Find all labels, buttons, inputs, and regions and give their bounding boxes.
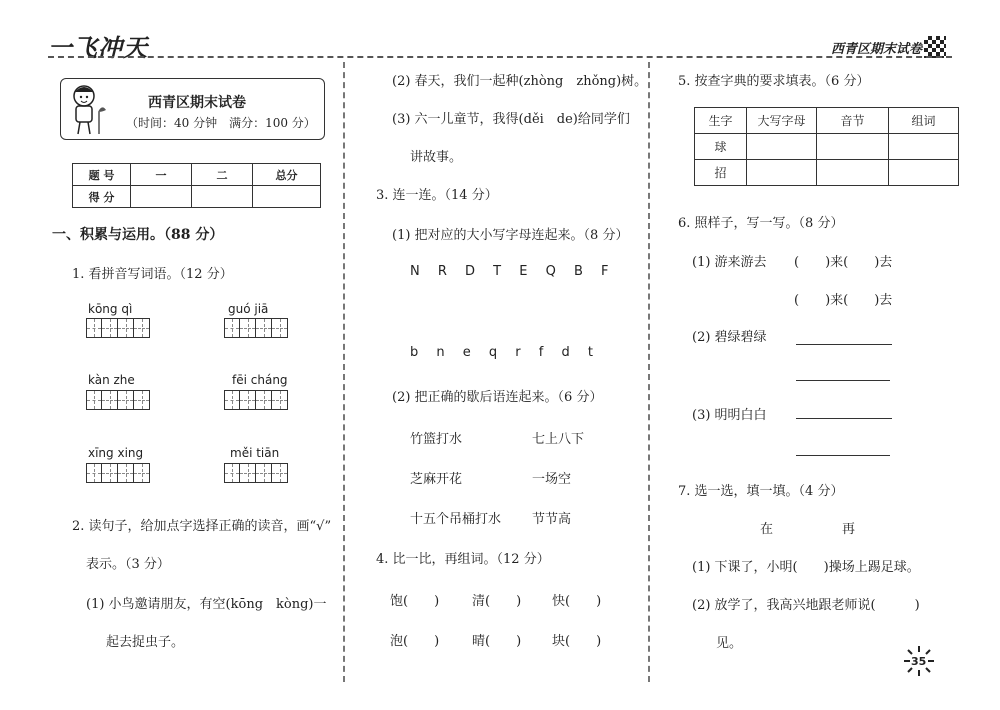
boy-icon — [66, 82, 110, 136]
word-compare-item[interactable]: 泡( ) — [390, 634, 440, 649]
word-compare-item[interactable]: 块( ) — [552, 634, 602, 649]
q6-blank-2[interactable]: ( )来( )去 — [794, 293, 893, 308]
answer-line[interactable] — [796, 455, 890, 456]
writing-grid[interactable] — [86, 390, 150, 410]
dict-answer-cell[interactable] — [889, 134, 959, 160]
q2-sentence-3: (3) 六一儿童节，我得(děi de)给同学们 — [392, 112, 630, 127]
pinyin-label: kōng qì — [88, 302, 133, 316]
dict-char-cell: 招 — [695, 160, 747, 186]
idiom-left-2[interactable]: 芝麻开花 — [410, 472, 463, 487]
q7-title: 7. 选一选，填一填。（4 分） — [678, 484, 844, 499]
q6-blank-1[interactable]: ( )来( )去 — [794, 255, 893, 270]
score-label-cell: 得 分 — [73, 186, 131, 208]
section1-heading: 一、积累与运用。（88 分） — [52, 227, 224, 243]
q7-sentence-2[interactable]: (2) 放学了，我高兴地跟老师说( ) — [692, 598, 920, 613]
idiom-left-1[interactable]: 竹篮打水 — [410, 432, 463, 447]
answer-line[interactable] — [796, 344, 892, 345]
q6-title: 6. 照样子，写一写。（8 分） — [678, 216, 844, 231]
word-compare-item[interactable]: 快( ) — [552, 594, 602, 609]
score-header-cell: 总分 — [253, 164, 321, 186]
uppercase-letters: N R D T E Q B F — [410, 264, 609, 279]
dict-header-cell: 组词 — [889, 108, 959, 134]
writing-grid[interactable] — [224, 390, 288, 410]
idiom-left-3[interactable]: 十五个吊桶打水 — [410, 512, 502, 527]
q1-title: 1. 看拼音写词语。（12 分） — [72, 267, 233, 282]
word-compare-item[interactable]: 饱( ) — [390, 594, 440, 609]
score-input-cell[interactable] — [253, 186, 321, 208]
dictionary-table — [694, 107, 959, 186]
q7-sentence-1[interactable]: (1) 下课了，小明( )操场上踢足球。 — [692, 560, 920, 575]
q6-part1: (1) 游来游去 — [692, 255, 767, 270]
q2-sentence-3-cont: 讲故事。 — [410, 150, 463, 165]
q3-part2: (2) 把正确的歇后语连起来。（6 分） — [392, 390, 603, 405]
idiom-right-1[interactable]: 七上八下 — [532, 432, 585, 447]
q3-title: 3. 连一连。（14 分） — [376, 188, 498, 203]
header-title: 西青区期末试卷 — [830, 42, 922, 57]
dict-answer-cell[interactable] — [817, 160, 889, 186]
writing-grid[interactable] — [224, 463, 288, 483]
score-header-cell: 题 号 — [73, 164, 131, 186]
writing-grid[interactable] — [224, 318, 288, 338]
dict-answer-cell[interactable] — [747, 134, 817, 160]
pinyin-label: guó jiā — [228, 302, 269, 316]
dict-answer-cell[interactable] — [747, 160, 817, 186]
checker-decoration — [924, 36, 946, 58]
dict-header-cell: 大写字母 — [747, 108, 817, 134]
score-table — [72, 163, 321, 208]
q6-part2: (2) 碧绿碧绿 — [692, 330, 767, 345]
pinyin-label: fēi cháng — [232, 373, 288, 387]
dict-char-cell: 球 — [695, 134, 747, 160]
series-logo: 一飞冲天 — [48, 34, 148, 62]
score-input-cell[interactable] — [192, 186, 253, 208]
q3-part1: (1) 把对应的大小写字母连起来。（8 分） — [392, 228, 629, 243]
dict-answer-cell[interactable] — [889, 160, 959, 186]
header-divider — [48, 56, 952, 58]
q2-sentence-1: (1) 小鸟邀请朋友，有空(kōng kòng)一 — [86, 597, 327, 612]
q2-sentence-2: (2) 春天，我们一起种(zhòng zhǒng)树。 — [392, 74, 648, 89]
q7-sentence-2-cont: 见。 — [716, 636, 743, 651]
q2-title-cont: 表示。（3 分） — [86, 557, 170, 572]
writing-grid[interactable] — [86, 463, 150, 483]
pinyin-label: xīng xing — [88, 446, 144, 460]
score-header-cell: 二 — [192, 164, 253, 186]
q6-part3: (3) 明明白白 — [692, 408, 767, 423]
pinyin-label: kàn zhe — [88, 373, 135, 387]
pinyin-label: měi tiān — [230, 446, 280, 460]
q2-title: 2. 读句子，给加点字选择正确的读音，画“√” — [72, 519, 332, 534]
q7-choice-2: 再 — [842, 522, 856, 537]
q7-choice-1: 在 — [760, 522, 774, 537]
q2-sentence-1-cont: 起去捉虫子。 — [106, 635, 185, 650]
q4-title: 4. 比一比，再组词。（12 分） — [376, 552, 550, 567]
dict-header-cell: 音节 — [817, 108, 889, 134]
column-divider-2 — [648, 62, 650, 682]
score-input-cell[interactable] — [131, 186, 192, 208]
writing-grid[interactable] — [86, 318, 150, 338]
dict-header-cell: 生字 — [695, 108, 747, 134]
q5-title: 5. 按查字典的要求填表。（6 分） — [678, 74, 870, 89]
idiom-right-2[interactable]: 一场空 — [532, 472, 572, 487]
lowercase-letters: b n e q r f d t — [410, 345, 593, 360]
answer-line[interactable] — [796, 380, 890, 381]
score-header-cell: 一 — [131, 164, 192, 186]
exam-title: 西青区期末试卷 — [148, 95, 246, 111]
exam-subtitle: （时间：40 分钟 满分：100 分） — [126, 116, 316, 130]
dict-answer-cell[interactable] — [817, 134, 889, 160]
page-number: 35 — [911, 655, 927, 668]
answer-line[interactable] — [796, 418, 892, 419]
word-compare-item[interactable]: 晴( ) — [472, 634, 522, 649]
column-divider-1 — [343, 62, 345, 682]
word-compare-item[interactable]: 清( ) — [472, 594, 522, 609]
idiom-right-3[interactable]: 节节高 — [532, 512, 572, 527]
